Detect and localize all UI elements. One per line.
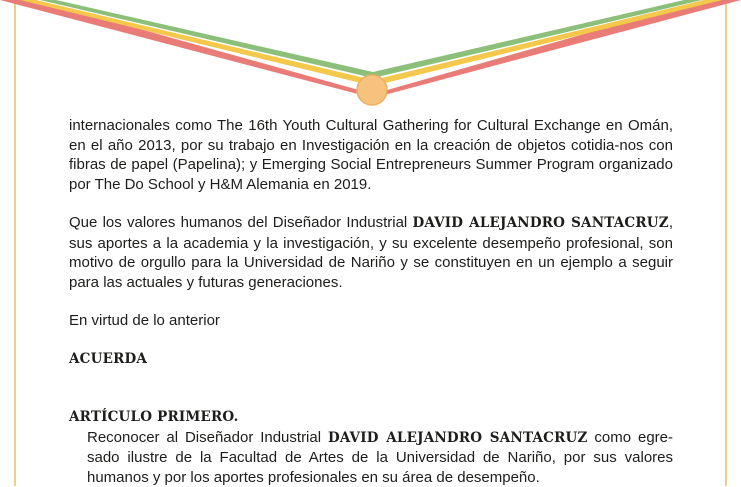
- article-honoree-name: DAVID ALEJANDRO SANTACRUZ: [328, 430, 588, 446]
- paragraph-whereas: En virtud de lo anterior: [69, 311, 673, 331]
- article-body: [69, 428, 673, 487]
- medallion-icon: [357, 75, 387, 105]
- heading-acuerda: ACUERDA: [69, 350, 673, 370]
- honoree-name: DAVID ALEJANDRO SANTACRUZ: [413, 215, 669, 231]
- article-title: ARTÍCULO PRIMERO.: [69, 408, 673, 428]
- paragraph-values: [69, 213, 673, 292]
- article-text-after: como egre-sado ilustre de la Facultad de Artes de la Universidad de Nariño, por sus valores humanos y por los aportes profesionales en su área de desempeño.: [87, 429, 673, 486]
- decorative-ribbon: [0, 0, 741, 112]
- paragraph-international: internacionales como The 16th Youth Cultural Gathering for Cultural Exchange en Omán, en el año 2013, por su trabajo en Investigación en la creación de objetos cotidia-nos con fibras de papel (Papelina); y Emerging Social Entrepreneurs Summer Program organizado por The Do School y H&M Alemania en 2019.: [69, 116, 673, 194]
- values-text-after: , sus aportes a la academia y la investigación, y su excelente desempeño profesional, son motivo de orgullo para la Universidad de Nariño y se constituyen en un ejemplo a seguir para las actuales y futuras generaciones.: [69, 214, 673, 291]
- document-body: [69, 116, 673, 487]
- article-text-before: Reconocer al Diseñador Industrial: [87, 429, 328, 446]
- ribbon-green-band: [40, 0, 702, 78]
- values-text-before: Que los valores humanos del Diseñador Industrial: [69, 214, 413, 231]
